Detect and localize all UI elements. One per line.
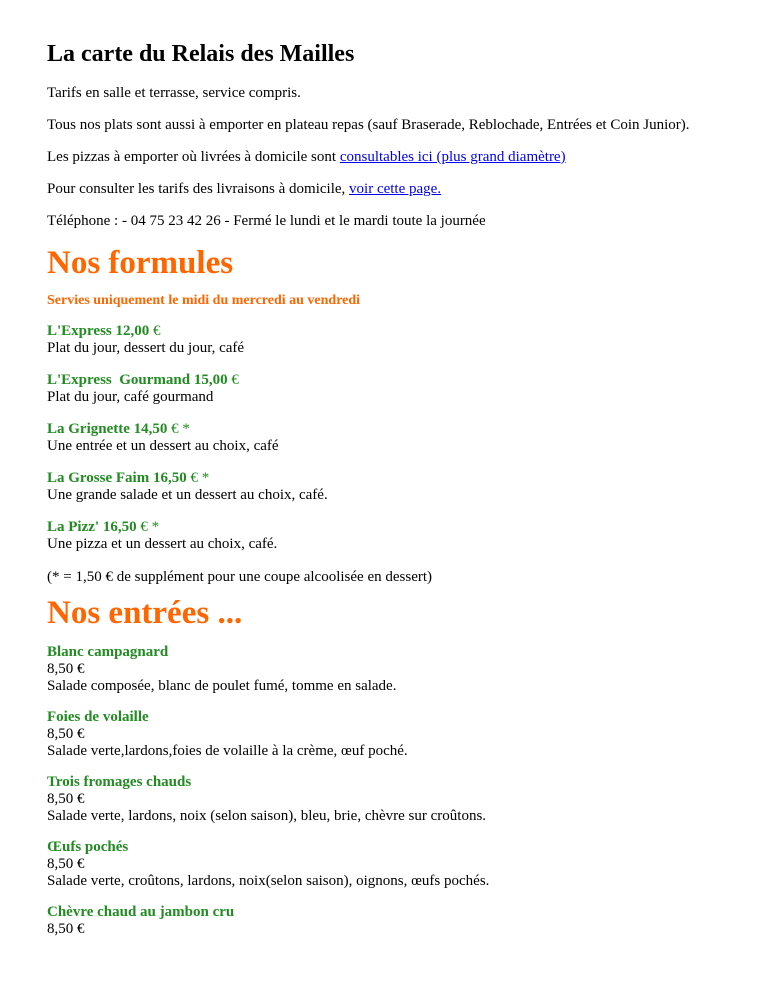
entree-item [47,709,747,760]
formule-item [47,421,747,455]
telephone-text: Téléphone : - 04 75 23 42 26 - Fermé le lundi et le mardi toute la journée [47,213,486,229]
formule-name: L'Express 12,00 [47,323,150,339]
formule-price: € [227,372,239,388]
entree-name: Blanc campagnard [47,644,169,660]
entree-price: 8,50 € [47,791,85,807]
formule-desc: Une grande salade et un dessert au choix, café. [47,487,328,503]
formule-item [47,372,747,406]
formules-subtitle: Servies uniquement le midi du mercredi au vendredi [47,293,361,308]
entree-desc: Salade composée, blanc de poulet fumé, tomme en salade. [47,678,397,694]
formule-name: L'Express Gourmand 15,00 [47,372,228,388]
formule-name: La Grignette 14,50 [47,421,168,437]
entree-desc: Salade verte, lardons, noix (selon saison), bleu, brie, chèvre sur croûtons. [47,808,487,824]
formule-item [47,323,747,357]
formule-desc: Une pizza et un dessert au choix, café. [47,536,278,552]
formule-price: € * [186,470,210,486]
formule-item [47,519,747,553]
entree-name: Trois fromages chauds [47,774,192,790]
entree-name: Chèvre chaud au jambon cru [47,904,235,920]
entree-price: 8,50 € [47,921,85,937]
entree-price: 8,50 € [47,661,85,677]
entree-item [47,839,747,890]
formule-desc: Une entrée et un dessert au choix, café [47,438,279,454]
livraison-link[interactable]: voir cette page. [349,181,442,197]
formule-price: € * [167,421,190,437]
entree-name: Œufs pochés [47,839,129,855]
formule-name: La Pizz' 16,50 [47,519,137,535]
entree-desc: Salade verte, croûtons, lardons, noix(selon saison), oignons, œufs pochés. [47,873,490,889]
entrees-heading: Nos entrées ... [47,595,243,631]
page-title: La carte du Relais des Mailles [47,41,355,67]
supplement-note: (* = 1,50 € de supplément pour une coupe alcoolisée en dessert) [47,569,433,585]
formule-name: La Grosse Faim 16,50 [47,470,187,486]
entree-price: 8,50 € [47,856,85,872]
formule-desc: Plat du jour, café gourmand [47,389,214,405]
emporter-text: Tous nos plats sont aussi à emporter en plateau repas (sauf Braserade, Reblochade, Entrées et Coin Junior). [47,117,690,133]
entree-price: 8,50 € [47,726,85,742]
formules-heading: Nos formules [47,245,234,281]
entree-desc: Salade verte,lardons,foies de volaille à la crème, œuf poché. [47,743,408,759]
livraison-text [47,180,747,198]
entree-item [47,774,747,825]
pizzas-text [47,148,747,166]
entree-item [47,644,747,695]
formule-desc: Plat du jour, dessert du jour, café [47,340,245,356]
formule-price: € [149,323,161,339]
formule-price: € * [136,519,160,535]
formule-item [47,470,747,504]
entree-item [47,904,747,938]
pizzas-prefix: Les pizzas à emporter où livrées à domicile sont [47,149,340,165]
entree-name: Foies de volaille [47,709,149,725]
tarifs-text: Tarifs en salle et terrasse, service compris. [47,85,301,101]
livraison-prefix: Pour consulter les tarifs des livraisons à domicile, [47,181,350,197]
pizzas-link[interactable]: consultables ici (plus grand diamètre) [339,149,566,165]
